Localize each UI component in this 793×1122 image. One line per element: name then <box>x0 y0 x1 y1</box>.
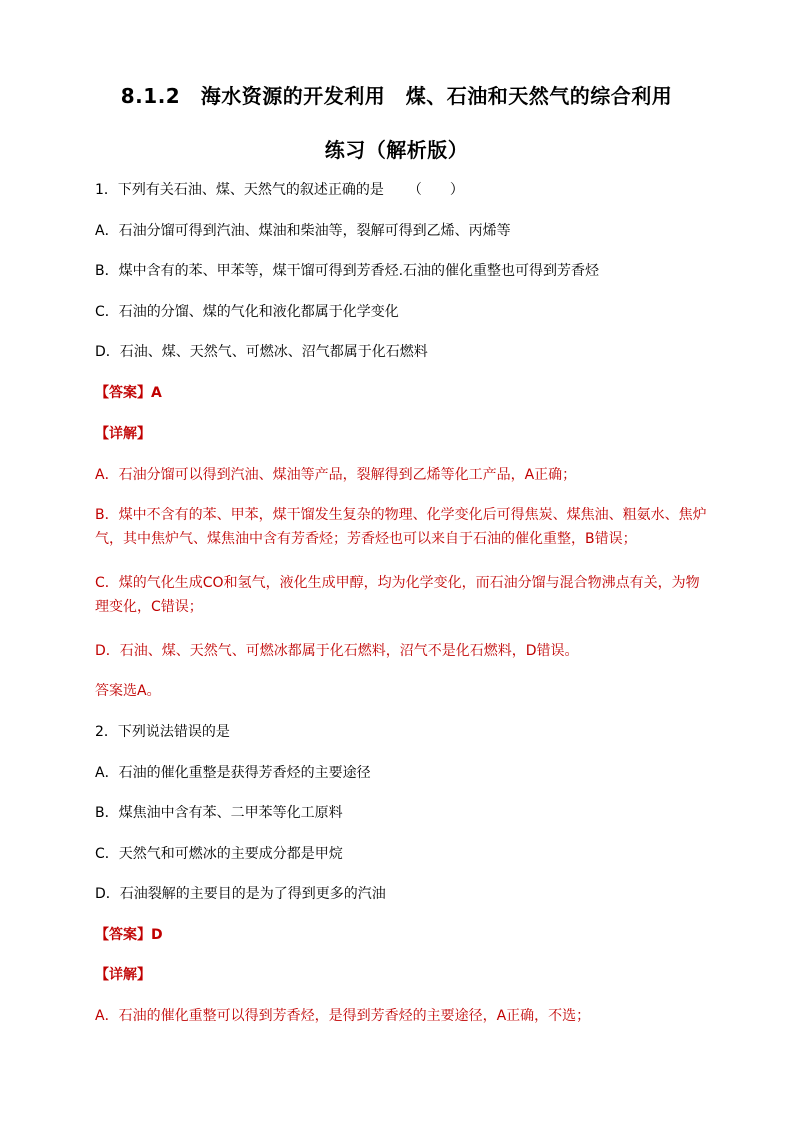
question-2-option-c: C．天然气和可燃冰的主要成分都是甲烷 <box>95 846 343 862</box>
answer-blank: （ ） <box>407 182 464 198</box>
question-2-detail-a: A．石油的催化重整可以得到芳香烃，是得到芳香烃的主要途径，A正确，不选； <box>95 1008 591 1024</box>
question-2-option-b: B．煤焦油中含有苯、二甲苯等化工原料 <box>95 805 343 821</box>
question-1-detail-d: D．石油、煤、天然气、可燃冰都属于化石燃料，沼气不是化石燃料，D错误。 <box>95 643 579 659</box>
question-stem-text: 1．下列有关石油、煤、天然气的叙述正确的是 <box>95 182 384 198</box>
question-1-option-b: B．煤中含有的苯、甲苯等，煤干馏可得到芳香烃.石油的催化重整也可得到芳香烃 <box>95 263 600 279</box>
question-2-option-a: A．石油的催化重整是获得芳香烃的主要途径 <box>95 765 371 781</box>
question-2-stem: 2．下列说法错误的是 <box>95 724 230 740</box>
question-1-detail-label: 【详解】 <box>95 426 151 442</box>
question-1-option-c: C．石油的分馏、煤的气化和液化都属于化学变化 <box>95 304 399 320</box>
question-2-answer: 【答案】D <box>95 927 163 943</box>
question-1-detail-b: B．煤中不含有的苯、甲苯，煤干馏发生复杂的物理、化学变化后可得焦炭、煤焦油、粗氨水、焦炉气，其中焦炉气、煤焦油中含有芳香烃；芳香烃也可以来自于石油的催化重整，B错误； <box>95 507 707 547</box>
document-subtitle: 练习（解析版） <box>324 138 469 162</box>
question-1-conclusion: 答案选A。 <box>95 683 161 699</box>
question-1-detail-c: C．煤的气化生成CO和氢气，液化生成甲醇，均为化学变化，而石油分馏与混合物沸点有关，为物理变化，C错误； <box>95 575 700 615</box>
question-1-option-a: A．石油分馏可得到汽油、煤油和柴油等，裂解可得到乙烯、丙烯等 <box>95 223 511 239</box>
question-1-detail-a: A．石油分馏可以得到汽油、煤油等产品，裂解得到乙烯等化工产品，A正确； <box>95 467 577 483</box>
question-1-stem <box>95 178 715 202</box>
question-2-option-d: D．石油裂解的主要目的是为了得到更多的汽油 <box>95 886 386 902</box>
question-1-option-d: D．石油、煤、天然气、可燃冰、沼气都属于化石燃料 <box>95 344 428 360</box>
question-2-detail-label: 【详解】 <box>95 967 151 983</box>
document-title: 8.1.2 海水资源的开发利用 煤、石油和天然气的综合利用 <box>120 84 673 108</box>
question-1-answer: 【答案】A <box>95 385 162 401</box>
